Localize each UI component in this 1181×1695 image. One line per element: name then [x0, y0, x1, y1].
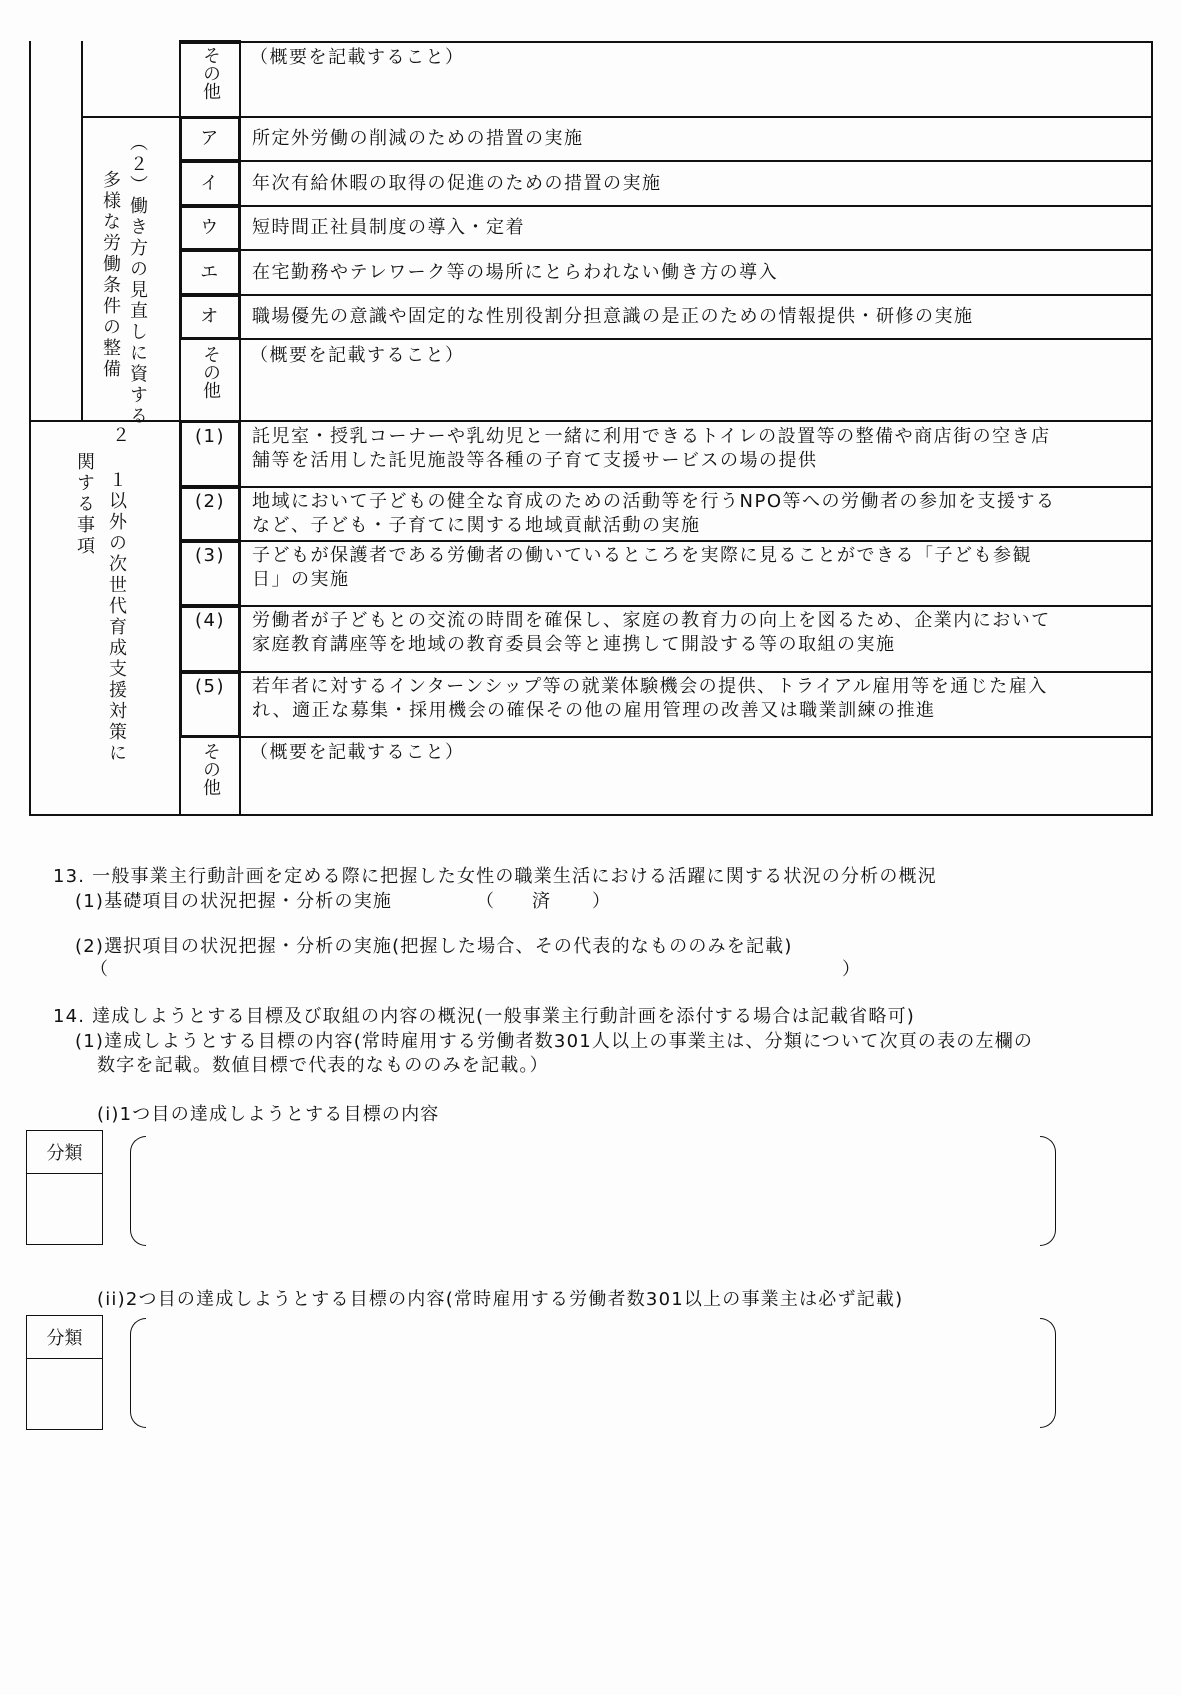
- row-text-line2: 家庭教育講座等を地域の教育委員会等と連携して開設する等の取組の実施: [252, 634, 896, 655]
- row-key: イ: [200, 173, 220, 194]
- row-text-line2: れ、適正な募集・採用機会の確保その他の雇用管理の改善又は職業訓練の推進: [252, 700, 936, 721]
- table-col2-border: [81, 41, 83, 421]
- other-summary-field[interactable]: （概要を記載すること）: [250, 47, 465, 68]
- other-summary-field[interactable]: （概要を記載すること）: [250, 345, 465, 366]
- category-box: [26, 1315, 103, 1430]
- section14-heading: 14. 達成しようとする目標及び取組の内容の概況(一般事業主行動計画を添付する場合は記載省略可): [53, 1006, 915, 1027]
- other-label-text: その他: [200, 46, 221, 100]
- section13-item2-open-paren: （: [90, 959, 110, 980]
- row-key: オ: [200, 306, 220, 327]
- row-divider: [179, 205, 1153, 207]
- goal-content-field[interactable]: [150, 1140, 1035, 1240]
- category-label: 分類: [27, 1316, 102, 1359]
- section13-heading: 13. 一般事業主行動計画を定める際に把握した女性の職業生活における活躍に関する状況の分析の概況: [53, 866, 937, 887]
- other-summary-field[interactable]: （概要を記載すること）: [250, 742, 465, 763]
- row-text-line1: 若年者に対するインターンシップ等の就業体験機会の提供、トライアル雇用等を通じた雇入: [252, 676, 1048, 697]
- category-value-field[interactable]: [27, 1359, 102, 1429]
- left-bracket-icon: [130, 1136, 146, 1246]
- key-box-divider: [179, 293, 241, 297]
- key-box-divider: [179, 248, 241, 252]
- section13-item1-open-paren: （: [476, 891, 496, 912]
- row-text-line2: など、子ども・子育てに関する地域貢献活動の実施: [252, 515, 701, 536]
- row-divider: [179, 338, 1153, 340]
- row-divider: [179, 540, 1153, 542]
- key-box-divider: [179, 539, 241, 543]
- section14-item1-line2: 数字を記載。数値目標で代表的なもののみを記載。）: [97, 1055, 549, 1076]
- row-text: 年次有給休暇の取得の促進のための措置の実施: [252, 173, 662, 194]
- row-text-line2: 日」の実施: [252, 569, 350, 590]
- section2-label-col1: １以外の次世代育成支援対策に: [106, 470, 127, 764]
- other-label: [180, 742, 240, 796]
- row-text-line1: 託児室・授乳コーナーや乳幼児と一緒に利用できるトイレの設置等の整備や商店街の空き店: [252, 426, 1051, 447]
- section14-item1-line1: (1)達成しようとする目標の内容(常時雇用する労働者数301人以上の事業主は、分類について次頁の表の左欄の: [75, 1031, 1034, 1052]
- row-key: ウ: [200, 217, 220, 238]
- row-divider: [179, 486, 1153, 488]
- other-label: [180, 345, 240, 399]
- row-divider: [179, 605, 1153, 607]
- row-text: 短時間正社員制度の導入・定着: [252, 217, 525, 238]
- key-box-divider: [179, 204, 241, 208]
- section2-number: ２: [112, 425, 132, 446]
- row-text: 職場優先の意識や固定的な性別役割分担意識の是正のための情報提供・研修の実施: [252, 306, 974, 327]
- subsection2-label-col2: 多様な労働条件の整備: [100, 170, 121, 380]
- section13-item1-value[interactable]: 済: [532, 891, 552, 912]
- row-text-line2: 舗等を活用した託児施設等各種の子育て支援サービスの場の提供: [252, 450, 818, 471]
- table-top-border: [179, 41, 1153, 43]
- thick-top-border: [179, 40, 241, 44]
- table-right-border: [1151, 41, 1153, 816]
- section13-item1-close-paren: ）: [592, 891, 612, 912]
- row-key: (5): [195, 676, 225, 697]
- row-key: (1): [195, 426, 225, 447]
- other-label-text: その他: [200, 345, 221, 399]
- row-divider: [179, 736, 1153, 738]
- row-divider: [179, 294, 1153, 296]
- row-divider: [179, 160, 1153, 162]
- category-box: [26, 1130, 103, 1245]
- other-label: [180, 46, 240, 100]
- key-box-divider: [179, 604, 241, 608]
- goal-title: (i)1つ目の達成しようとする目標の内容: [97, 1104, 440, 1125]
- subsection2-label-col1: （２）働き方の見直しに資する: [127, 133, 148, 427]
- goal-content-field[interactable]: [150, 1322, 1035, 1422]
- category-value-field[interactable]: [27, 1174, 102, 1244]
- other-label-text: その他: [200, 742, 221, 796]
- right-bracket-icon: [1040, 1318, 1056, 1428]
- row-divider: [81, 116, 1153, 118]
- row-divider: [179, 249, 1153, 251]
- key-box-divider: [179, 485, 241, 489]
- section13-item1-label: (1)基礎項目の状況把握・分析の実施: [75, 891, 393, 912]
- section13-item2-value[interactable]: [115, 955, 835, 977]
- section13-item2-label: (2)選択項目の状況把握・分析の実施(把握した場合、その代表的なもののみを記載): [75, 936, 793, 957]
- row-key: (4): [195, 610, 225, 631]
- table-bottom-border: [29, 814, 1153, 816]
- table-left-border: [29, 41, 31, 816]
- row-key: (2): [195, 491, 225, 512]
- right-bracket-icon: [1040, 1136, 1056, 1246]
- row-text: 在宅勤務やテレワーク等の場所にとらわれない働き方の導入: [252, 262, 779, 283]
- row-text: 所定外労働の削減のための措置の実施: [252, 128, 584, 149]
- left-bracket-icon: [130, 1318, 146, 1428]
- key-box-divider: [179, 159, 241, 163]
- section2-label-col2: 関する事項: [74, 452, 95, 557]
- key-box-divider: [179, 670, 241, 674]
- category-label: 分類: [27, 1131, 102, 1174]
- row-key: (3): [195, 545, 225, 566]
- goal-title: (ii)2つ目の達成しようとする目標の内容(常時雇用する労働者数301以上の事業主は必ず記載): [97, 1289, 904, 1310]
- row-text-line1: 地域において子どもの健全な育成のための活動等を行うNPO等への労働者の参加を支援する: [252, 491, 1056, 512]
- row-key: エ: [200, 262, 220, 283]
- section13-item2-close-paren: ）: [842, 959, 862, 980]
- row-text-line1: 子どもが保護者である労働者の働いているところを実際に見ることができる「子ども参観: [252, 545, 1032, 566]
- row-divider: [179, 671, 1153, 673]
- row-key: ア: [200, 128, 220, 149]
- row-text-line1: 労働者が子どもとの交流の時間を確保し、家庭の教育力の向上を図るため、企業内において: [252, 610, 1051, 631]
